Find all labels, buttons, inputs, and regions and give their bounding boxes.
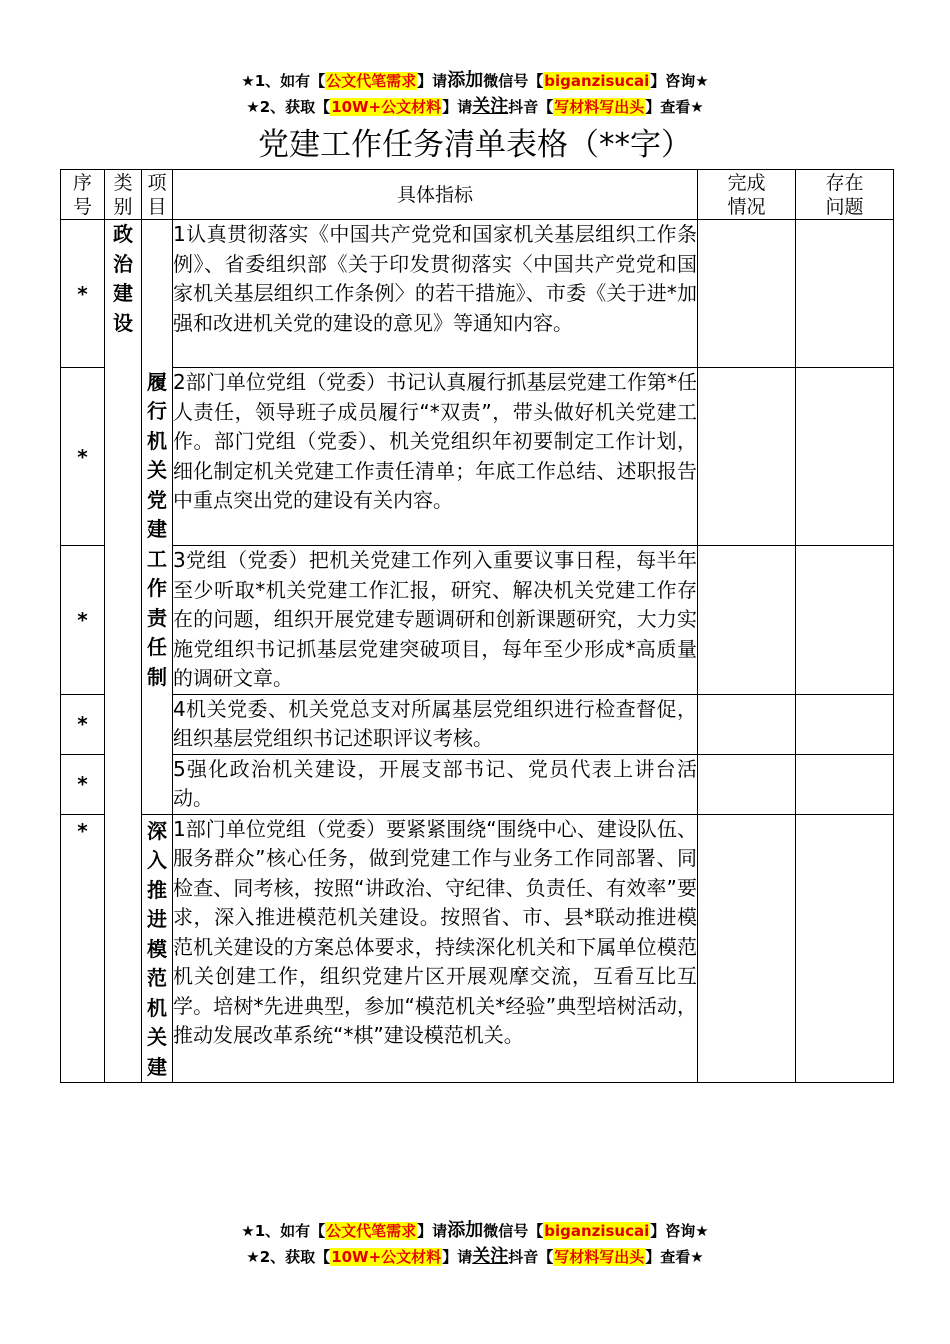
promo-text: ★2、获取【 <box>246 98 331 116</box>
promo-text: 】查看★ <box>645 1248 704 1266</box>
promo-text: 微信号【 <box>483 72 544 90</box>
promo-text: 】查看★ <box>645 98 704 116</box>
promo-douyin-id: 写材料写出头 <box>554 1248 645 1266</box>
indicator-text: 2部门单位党组（党委）书记认真履行抓基层党建工作第*任人责任，领导班子成员履行“*双责”，带头做好机关党建工作。部门党组（党委）、机关党组织年初要制定工作计划，细化制定机关党建工作责任清单；年底工作总结、述职报告中重点突出党的建设有关内容。 <box>173 368 698 546</box>
issues-cell <box>796 754 894 814</box>
table-row <box>61 694 894 754</box>
row-seq: * <box>61 368 105 546</box>
completion-cell <box>698 814 796 1083</box>
table-row <box>61 754 894 814</box>
table-row <box>61 546 894 695</box>
promo-line-1 <box>0 1218 950 1244</box>
promo-wechat-id: biganzisucai <box>544 72 650 90</box>
promo-highlight: 10W+公文材料 <box>331 1248 442 1266</box>
issues-cell <box>796 546 894 695</box>
row-seq: * <box>61 814 105 1083</box>
promo-emphasis: 关注 <box>472 96 509 117</box>
completion-cell <box>698 368 796 546</box>
indicator-text: 1部门单位党组（党委）要紧紧围绕“围绕中心、建设队伍、服务群众”核心任务，做到党建工作与业务工作同部署、同检查、同考核，按照“讲政治、守纪律、负责任、有效率”要求，深入推进模范机关建设。按照省、市、县*联动推进模范机关建设的方案总体要求，持续深化机关和下属单位模范机关创建工作，组织党建片区开展观摩交流，互看互比互学。培树*先进典型，参加“模范机关*经验”典型培树活动，推动发展改革系统“*棋”建设模范机关。 <box>173 814 698 1083</box>
task-table <box>60 169 894 1083</box>
promo-text: 】请 <box>442 98 473 116</box>
row-seq: * <box>61 754 105 814</box>
indicator-text: 1认真贯彻落实《中国共产党党和国家机关基层组织工作条例》、省委组织部《关于印发贯彻落实〈中国共产党党和国家机关基层组织工作条例〉的若干措施》、市委《关于进*加强和改进机关党的建设的意见》等通知内容。 <box>173 220 698 368</box>
header-seq: 序号 <box>61 170 105 220</box>
issues-cell <box>796 694 894 754</box>
indicator-text: 5强化政治机关建设，开展支部书记、党员代表上讲台活动。 <box>173 754 698 814</box>
promo-text: 】请 <box>417 72 448 90</box>
promo-emphasis: 添加 <box>447 70 484 91</box>
promo-banner-top <box>0 68 950 120</box>
promo-highlight: 公文代笔需求 <box>326 1222 417 1240</box>
promo-line-1 <box>0 68 950 94</box>
promo-wechat-id: biganzisucai <box>544 1222 650 1240</box>
promo-highlight: 公文代笔需求 <box>326 72 417 90</box>
promo-line-2 <box>0 94 950 120</box>
completion-cell <box>698 754 796 814</box>
table-row <box>61 814 894 1083</box>
indicator-text: 3党组（党委）把机关党建工作列入重要议事日程，每半年至少听取*机关党建工作汇报，研究、解决机关党建工作存在的问题，组织开展党建专题调研和创新课题研究，大力实施党组织书记抓基层党建突破项目，每年至少形成*高质量的调研文章。 <box>173 546 698 695</box>
promo-emphasis: 添加 <box>447 1220 484 1241</box>
promo-highlight: 10W+公文材料 <box>331 98 442 116</box>
header-item: 项目 <box>142 170 173 220</box>
promo-text: ★2、获取【 <box>246 1248 331 1266</box>
completion-cell <box>698 546 796 695</box>
promo-banner-bottom <box>0 1218 950 1270</box>
row-seq: * <box>61 546 105 695</box>
table-row <box>61 220 894 368</box>
completion-cell <box>698 220 796 368</box>
table-header-row <box>61 170 894 220</box>
issues-cell <box>796 220 894 368</box>
indicator-text: 4机关党委、机关党总支对所属基层党组织进行检查督促，组织基层党组织书记述职评议考核。 <box>173 694 698 754</box>
promo-text: 】咨询★ <box>650 72 709 90</box>
table-row <box>61 368 894 546</box>
promo-text: 微信号【 <box>483 1222 544 1240</box>
issues-cell <box>796 368 894 546</box>
item-cell: 履行机关党建工作责任制 <box>142 368 173 815</box>
completion-cell <box>698 694 796 754</box>
promo-line-2 <box>0 1244 950 1270</box>
promo-text: ★1、如有【 <box>241 72 326 90</box>
category-cell: 政治建设 <box>105 220 142 1083</box>
row-seq: * <box>61 220 105 368</box>
promo-text: 】请 <box>417 1222 448 1240</box>
header-category: 类别 <box>105 170 142 220</box>
item-cell: 深入推进模范机关建 <box>142 814 173 1083</box>
promo-text: 抖音【 <box>508 98 554 116</box>
promo-text: 】请 <box>442 1248 473 1266</box>
promo-text: 】咨询★ <box>650 1222 709 1240</box>
promo-text: 抖音【 <box>508 1248 554 1266</box>
header-indicator: 具体指标 <box>173 170 698 220</box>
row-seq: * <box>61 694 105 754</box>
promo-emphasis: 关注 <box>472 1246 509 1267</box>
item-cell-empty <box>142 220 173 368</box>
header-issues: 存在问题 <box>796 170 894 220</box>
promo-text: ★1、如有【 <box>241 1222 326 1240</box>
header-completion: 完成情况 <box>698 170 796 220</box>
promo-douyin-id: 写材料写出头 <box>554 98 645 116</box>
issues-cell <box>796 814 894 1083</box>
document-title: 党建工作任务清单表格（**字） <box>258 127 692 163</box>
